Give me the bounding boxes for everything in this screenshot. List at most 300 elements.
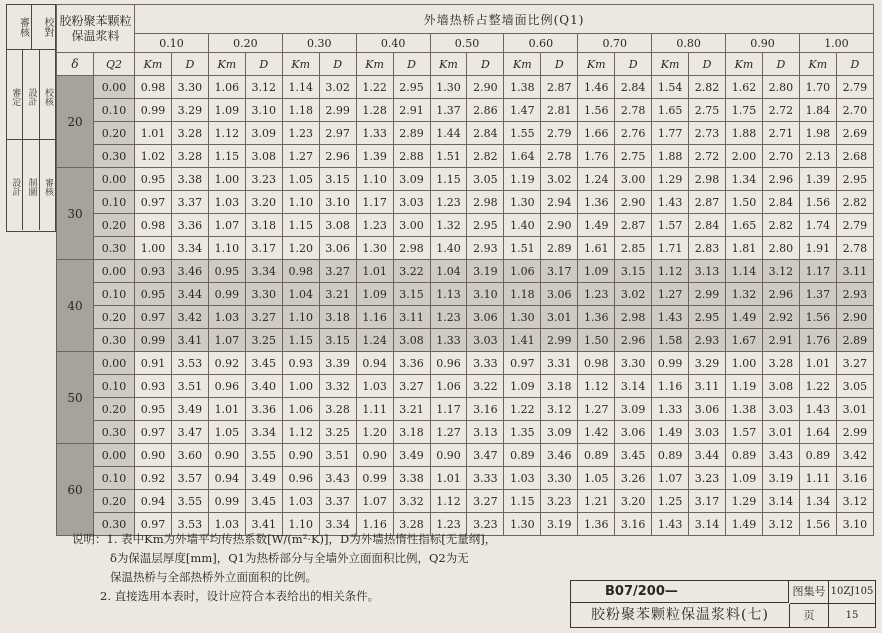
d-value-cell: 3.27 xyxy=(467,490,504,513)
km-value-cell: 1.10 xyxy=(282,513,319,536)
q2-cell: 0.10 xyxy=(94,191,135,214)
d-value-cell: 2.87 xyxy=(541,76,578,99)
d-header: D xyxy=(245,53,282,76)
km-value-cell: 1.34 xyxy=(799,490,836,513)
d-value-cell: 2.96 xyxy=(762,283,799,306)
table-row xyxy=(57,283,874,306)
km-value-cell: 1.07 xyxy=(652,467,689,490)
d-value-cell: 3.31 xyxy=(541,352,578,375)
km-value-cell: 1.65 xyxy=(726,214,763,237)
q2-cell: 0.10 xyxy=(94,467,135,490)
km-value-cell: 1.75 xyxy=(726,99,763,122)
q2-cell: 0.30 xyxy=(94,421,135,444)
km-value-cell: 1.01 xyxy=(799,352,836,375)
km-value-cell: 1.11 xyxy=(799,467,836,490)
d-value-cell: 2.85 xyxy=(615,237,652,260)
d-value-cell: 3.44 xyxy=(171,283,208,306)
d-value-cell: 3.41 xyxy=(245,513,282,536)
d-value-cell: 3.45 xyxy=(245,490,282,513)
km-value-cell: 0.96 xyxy=(430,352,467,375)
d-value-cell: 2.99 xyxy=(541,329,578,352)
d-value-cell: 3.37 xyxy=(171,191,208,214)
km-value-cell: 1.43 xyxy=(652,306,689,329)
d-value-cell: 3.00 xyxy=(615,168,652,191)
d-value-cell: 3.10 xyxy=(467,283,504,306)
d-value-cell: 2.95 xyxy=(689,306,726,329)
km-value-cell: 1.20 xyxy=(282,237,319,260)
km-value-cell: 1.12 xyxy=(652,260,689,283)
km-value-cell: 1.17 xyxy=(430,398,467,421)
d-value-cell: 3.17 xyxy=(689,490,726,513)
d-value-cell: 3.43 xyxy=(762,444,799,467)
d-value-cell: 3.46 xyxy=(541,444,578,467)
km-value-cell: 1.14 xyxy=(726,260,763,283)
km-value-cell: 0.98 xyxy=(135,76,172,99)
q2-cell: 0.00 xyxy=(94,76,135,99)
d-value-cell: 3.36 xyxy=(171,214,208,237)
d-value-cell: 3.14 xyxy=(762,490,799,513)
km-value-cell: 1.05 xyxy=(282,168,319,191)
d-value-cell: 2.82 xyxy=(836,191,873,214)
km-value-cell: 0.89 xyxy=(578,444,615,467)
d-value-cell: 3.12 xyxy=(762,513,799,536)
d-value-cell: 3.03 xyxy=(467,329,504,352)
d-value-cell: 2.80 xyxy=(762,76,799,99)
km-value-cell: 1.03 xyxy=(282,490,319,513)
d-value-cell: 3.34 xyxy=(319,513,356,536)
km-value-cell: 1.76 xyxy=(578,145,615,168)
q2-cell: 0.20 xyxy=(94,490,135,513)
km-value-cell: 1.24 xyxy=(578,168,615,191)
d-value-cell: 2.73 xyxy=(689,122,726,145)
d-value-cell: 2.92 xyxy=(762,306,799,329)
d-value-cell: 2.79 xyxy=(836,76,873,99)
km-value-cell: 0.90 xyxy=(430,444,467,467)
km-value-cell: 1.40 xyxy=(504,214,541,237)
d-value-cell: 2.72 xyxy=(689,145,726,168)
km-value-cell: 1.67 xyxy=(726,329,763,352)
d-value-cell: 3.34 xyxy=(245,260,282,283)
d-value-cell: 2.99 xyxy=(689,283,726,306)
km-value-cell: 1.04 xyxy=(282,283,319,306)
km-value-cell: 1.91 xyxy=(799,237,836,260)
table-row xyxy=(57,375,874,398)
d-value-cell: 3.13 xyxy=(467,421,504,444)
d-value-cell: 3.33 xyxy=(467,467,504,490)
d-value-cell: 3.27 xyxy=(319,260,356,283)
km-value-cell: 1.38 xyxy=(504,76,541,99)
d-value-cell: 3.05 xyxy=(836,375,873,398)
note-line: 说明：1. 表中Km为外墙平均传热系数[W/(m²·K)]，D为外墙热惰性指标[无量纲]， xyxy=(72,532,497,546)
d-value-cell: 2.90 xyxy=(836,306,873,329)
d-value-cell: 3.28 xyxy=(171,145,208,168)
km-value-cell: 1.56 xyxy=(799,306,836,329)
d-value-cell: 3.01 xyxy=(541,306,578,329)
d-value-cell: 3.19 xyxy=(467,260,504,283)
km-value-cell: 1.00 xyxy=(282,375,319,398)
km-value-cell: 0.94 xyxy=(208,467,245,490)
d-value-cell: 3.38 xyxy=(171,168,208,191)
d-value-cell: 3.28 xyxy=(171,122,208,145)
side-panel-mid xyxy=(7,50,55,140)
ratio-header: 0.10 xyxy=(135,34,209,53)
thickness-cell: 50 xyxy=(57,352,94,444)
side-cell: 審核 xyxy=(7,5,32,49)
d-value-cell: 2.99 xyxy=(319,99,356,122)
km-value-cell: 1.49 xyxy=(578,214,615,237)
q2-header: Q2 xyxy=(94,53,135,76)
d-value-cell: 2.84 xyxy=(762,191,799,214)
km-value-cell: 1.81 xyxy=(726,237,763,260)
q2-cell: 0.20 xyxy=(94,398,135,421)
km-value-cell: 1.33 xyxy=(652,398,689,421)
km-value-cell: 1.65 xyxy=(652,99,689,122)
d-value-cell: 3.06 xyxy=(541,283,578,306)
km-value-cell: 1.20 xyxy=(356,421,393,444)
km-value-cell: 0.95 xyxy=(135,398,172,421)
d-value-cell: 3.16 xyxy=(836,467,873,490)
d-header: D xyxy=(319,53,356,76)
km-value-cell: 1.33 xyxy=(356,122,393,145)
km-value-cell: 1.30 xyxy=(504,306,541,329)
km-value-cell: 0.97 xyxy=(135,191,172,214)
d-value-cell: 2.80 xyxy=(762,237,799,260)
km-value-cell: 1.27 xyxy=(282,145,319,168)
d-value-cell: 3.08 xyxy=(762,375,799,398)
note-line: 保温热桥与全部热桥外立面面积的比例。 xyxy=(110,570,317,584)
d-value-cell: 3.00 xyxy=(393,214,430,237)
km-header: Km xyxy=(799,53,836,76)
km-value-cell: 1.58 xyxy=(652,329,689,352)
d-value-cell: 3.49 xyxy=(245,467,282,490)
d-value-cell: 3.37 xyxy=(319,490,356,513)
d-value-cell: 3.23 xyxy=(245,168,282,191)
km-header: Km xyxy=(726,53,763,76)
d-value-cell: 3.15 xyxy=(319,168,356,191)
d-value-cell: 3.10 xyxy=(245,99,282,122)
d-value-cell: 3.29 xyxy=(689,352,726,375)
d-value-cell: 2.79 xyxy=(541,122,578,145)
km-value-cell: 1.35 xyxy=(504,421,541,444)
d-value-cell: 2.82 xyxy=(689,76,726,99)
d-value-cell: 2.98 xyxy=(467,191,504,214)
km-value-cell: 1.12 xyxy=(208,122,245,145)
d-value-cell: 2.70 xyxy=(762,145,799,168)
d-value-cell: 2.96 xyxy=(762,168,799,191)
d-value-cell: 3.01 xyxy=(762,421,799,444)
km-value-cell: 1.39 xyxy=(799,168,836,191)
km-value-cell: 1.05 xyxy=(578,467,615,490)
km-value-cell: 1.10 xyxy=(282,191,319,214)
d-value-cell: 3.29 xyxy=(171,99,208,122)
d-value-cell: 3.51 xyxy=(171,375,208,398)
q2-cell: 0.30 xyxy=(94,237,135,260)
table-row xyxy=(57,237,874,260)
d-value-cell: 2.93 xyxy=(836,283,873,306)
side-panel-bottom xyxy=(7,140,55,230)
km-value-cell: 1.30 xyxy=(504,191,541,214)
d-value-cell: 3.26 xyxy=(615,467,652,490)
km-value-cell: 1.23 xyxy=(430,306,467,329)
km-value-cell: 1.23 xyxy=(356,214,393,237)
km-value-cell: 0.91 xyxy=(135,352,172,375)
table-row xyxy=(57,260,874,283)
d-value-cell: 3.45 xyxy=(615,444,652,467)
d-value-cell: 2.95 xyxy=(393,76,430,99)
km-value-cell: 1.64 xyxy=(799,421,836,444)
d-value-cell: 3.12 xyxy=(836,490,873,513)
km-value-cell: 1.57 xyxy=(652,214,689,237)
km-value-cell: 1.49 xyxy=(726,513,763,536)
d-value-cell: 3.53 xyxy=(171,352,208,375)
km-value-cell: 1.00 xyxy=(135,237,172,260)
d-value-cell: 3.06 xyxy=(467,306,504,329)
km-value-cell: 1.19 xyxy=(726,375,763,398)
d-value-cell: 3.21 xyxy=(393,398,430,421)
d-value-cell: 3.03 xyxy=(393,191,430,214)
km-value-cell: 0.99 xyxy=(135,329,172,352)
d-value-cell: 3.34 xyxy=(171,237,208,260)
km-value-cell: 0.99 xyxy=(135,99,172,122)
d-value-cell: 3.08 xyxy=(245,145,282,168)
d-value-cell: 2.91 xyxy=(393,99,430,122)
km-value-cell: 1.30 xyxy=(504,513,541,536)
d-value-cell: 2.97 xyxy=(319,122,356,145)
d-value-cell: 2.91 xyxy=(762,329,799,352)
d-value-cell: 2.95 xyxy=(836,168,873,191)
km-value-cell: 1.17 xyxy=(356,191,393,214)
d-value-cell: 3.08 xyxy=(393,329,430,352)
km-value-cell: 1.98 xyxy=(799,122,836,145)
d-value-cell: 3.08 xyxy=(319,214,356,237)
km-value-cell: 1.03 xyxy=(208,191,245,214)
km-header: Km xyxy=(652,53,689,76)
km-value-cell: 1.49 xyxy=(652,421,689,444)
d-value-cell: 2.94 xyxy=(541,191,578,214)
km-value-cell: 0.99 xyxy=(356,467,393,490)
d-header: D xyxy=(171,53,208,76)
d-value-cell: 2.90 xyxy=(615,191,652,214)
km-header: Km xyxy=(578,53,615,76)
km-value-cell: 1.09 xyxy=(578,260,615,283)
km-header: Km xyxy=(504,53,541,76)
km-value-cell: 1.30 xyxy=(356,237,393,260)
d-value-cell: 2.76 xyxy=(615,122,652,145)
d-value-cell: 3.44 xyxy=(689,444,726,467)
d-value-cell: 3.53 xyxy=(171,513,208,536)
table-row xyxy=(57,122,874,145)
d-value-cell: 2.88 xyxy=(393,145,430,168)
km-value-cell: 1.40 xyxy=(430,237,467,260)
d-value-cell: 2.98 xyxy=(689,168,726,191)
km-value-cell: 1.15 xyxy=(282,214,319,237)
d-value-cell: 3.23 xyxy=(467,513,504,536)
d-value-cell: 2.78 xyxy=(615,99,652,122)
km-value-cell: 1.33 xyxy=(430,329,467,352)
d-value-cell: 3.14 xyxy=(615,375,652,398)
km-value-cell: 0.89 xyxy=(504,444,541,467)
q2-cell: 0.10 xyxy=(94,99,135,122)
d-value-cell: 3.27 xyxy=(836,352,873,375)
d-value-cell: 3.51 xyxy=(319,444,356,467)
km-value-cell: 1.44 xyxy=(430,122,467,145)
d-value-cell: 3.42 xyxy=(171,306,208,329)
d-value-cell: 3.09 xyxy=(615,398,652,421)
d-value-cell: 3.12 xyxy=(762,260,799,283)
q2-cell: 0.30 xyxy=(94,513,135,536)
d-header: D xyxy=(393,53,430,76)
d-value-cell: 2.90 xyxy=(541,214,578,237)
km-value-cell: 1.56 xyxy=(799,191,836,214)
page-label: 页 xyxy=(790,604,829,627)
side-cell: 設計 xyxy=(23,50,39,139)
km-value-cell: 1.47 xyxy=(504,99,541,122)
km-value-cell: 1.84 xyxy=(799,99,836,122)
note-line: δ为保温层厚度[mm]，Q1为热桥部分与全墙外立面面积比例，Q2为无 xyxy=(110,551,469,565)
km-value-cell: 1.15 xyxy=(282,329,319,352)
km-value-cell: 1.04 xyxy=(430,260,467,283)
km-value-cell: 1.09 xyxy=(726,467,763,490)
d-header: D xyxy=(836,53,873,76)
d-value-cell: 3.43 xyxy=(319,467,356,490)
corner-label: 胶粉聚苯颗粒保温浆料 xyxy=(57,5,135,53)
d-value-cell: 3.21 xyxy=(319,283,356,306)
km-value-cell: 1.38 xyxy=(726,398,763,421)
d-value-cell: 3.39 xyxy=(319,352,356,375)
km-value-cell: 1.34 xyxy=(726,168,763,191)
km-value-cell: 1.22 xyxy=(504,398,541,421)
d-header: D xyxy=(541,53,578,76)
km-value-cell: 1.10 xyxy=(282,306,319,329)
km-value-cell: 0.97 xyxy=(504,352,541,375)
km-value-cell: 1.27 xyxy=(430,421,467,444)
d-value-cell: 3.36 xyxy=(393,352,430,375)
km-value-cell: 1.66 xyxy=(578,122,615,145)
ratio-header: 0.40 xyxy=(356,34,430,53)
side-cell: 校對 xyxy=(42,17,53,37)
km-value-cell: 1.57 xyxy=(726,421,763,444)
d-value-cell: 2.84 xyxy=(467,122,504,145)
d-header: D xyxy=(467,53,504,76)
km-value-cell: 0.99 xyxy=(208,283,245,306)
km-value-cell: 1.07 xyxy=(208,214,245,237)
d-value-cell: 3.18 xyxy=(245,214,282,237)
km-value-cell: 1.43 xyxy=(652,191,689,214)
km-value-cell: 0.90 xyxy=(135,444,172,467)
d-value-cell: 3.01 xyxy=(836,398,873,421)
d-value-cell: 3.30 xyxy=(245,283,282,306)
km-value-cell: 0.93 xyxy=(282,352,319,375)
km-value-cell: 1.55 xyxy=(504,122,541,145)
d-value-cell: 3.28 xyxy=(762,352,799,375)
km-value-cell: 0.95 xyxy=(208,260,245,283)
table-row xyxy=(57,99,874,122)
d-value-cell: 3.33 xyxy=(467,352,504,375)
ratio-header: 1.00 xyxy=(799,34,873,53)
d-value-cell: 3.09 xyxy=(541,421,578,444)
d-value-cell: 2.71 xyxy=(762,122,799,145)
title-block xyxy=(570,580,876,628)
km-value-cell: 1.09 xyxy=(356,283,393,306)
km-value-cell: 1.50 xyxy=(726,191,763,214)
km-value-cell: 1.32 xyxy=(430,214,467,237)
km-value-cell: 1.11 xyxy=(356,398,393,421)
d-value-cell: 3.45 xyxy=(245,352,282,375)
km-value-cell: 0.90 xyxy=(282,444,319,467)
q2-cell: 0.00 xyxy=(94,444,135,467)
km-value-cell: 0.93 xyxy=(135,375,172,398)
d-value-cell: 3.38 xyxy=(393,467,430,490)
km-value-cell: 1.76 xyxy=(799,329,836,352)
km-value-cell: 1.06 xyxy=(504,260,541,283)
km-value-cell: 1.10 xyxy=(208,237,245,260)
d-value-cell: 2.82 xyxy=(762,214,799,237)
d-value-cell: 3.30 xyxy=(541,467,578,490)
d-value-cell: 3.15 xyxy=(615,260,652,283)
d-value-cell: 3.27 xyxy=(245,306,282,329)
d-value-cell: 3.18 xyxy=(541,375,578,398)
km-value-cell: 1.54 xyxy=(652,76,689,99)
km-value-cell: 1.71 xyxy=(652,237,689,260)
km-value-cell: 1.46 xyxy=(578,76,615,99)
km-value-cell: 1.27 xyxy=(578,398,615,421)
km-value-cell: 1.36 xyxy=(578,306,615,329)
ratio-header: 0.90 xyxy=(726,34,800,53)
d-header: D xyxy=(762,53,799,76)
d-value-cell: 3.19 xyxy=(541,513,578,536)
d-value-cell: 3.23 xyxy=(541,490,578,513)
km-value-cell: 1.16 xyxy=(652,375,689,398)
km-value-cell: 1.24 xyxy=(356,329,393,352)
km-value-cell: 1.70 xyxy=(799,76,836,99)
d-value-cell: 2.70 xyxy=(836,99,873,122)
km-value-cell: 0.89 xyxy=(652,444,689,467)
km-value-cell: 1.77 xyxy=(652,122,689,145)
d-value-cell: 3.49 xyxy=(393,444,430,467)
km-value-cell: 1.42 xyxy=(578,421,615,444)
d-value-cell: 3.02 xyxy=(319,76,356,99)
table-row xyxy=(57,191,874,214)
km-value-cell: 1.25 xyxy=(652,490,689,513)
km-value-cell: 0.98 xyxy=(578,352,615,375)
km-value-cell: 1.88 xyxy=(652,145,689,168)
km-value-cell: 1.49 xyxy=(726,306,763,329)
km-value-cell: 1.16 xyxy=(356,306,393,329)
km-value-cell: 0.98 xyxy=(135,214,172,237)
km-value-cell: 1.03 xyxy=(208,306,245,329)
km-value-cell: 1.23 xyxy=(430,513,467,536)
km-value-cell: 0.89 xyxy=(799,444,836,467)
d-value-cell: 3.15 xyxy=(319,329,356,352)
km-value-cell: 0.95 xyxy=(135,168,172,191)
d-value-cell: 3.19 xyxy=(762,467,799,490)
drawing-name: 胶粉聚苯颗粒保温浆料(七) xyxy=(571,604,790,627)
km-header: Km xyxy=(208,53,245,76)
km-value-cell: 1.27 xyxy=(652,283,689,306)
table-row xyxy=(57,214,874,237)
delta-header: δ xyxy=(57,53,94,76)
d-value-cell: 3.06 xyxy=(319,237,356,260)
table-row xyxy=(57,329,874,352)
d-value-cell: 2.98 xyxy=(393,237,430,260)
km-value-cell: 1.43 xyxy=(652,513,689,536)
d-value-cell: 2.93 xyxy=(467,237,504,260)
km-value-cell: 1.00 xyxy=(208,168,245,191)
table-row xyxy=(57,421,874,444)
d-value-cell: 3.42 xyxy=(836,444,873,467)
km-value-cell: 1.12 xyxy=(430,490,467,513)
d-value-cell: 2.89 xyxy=(836,329,873,352)
